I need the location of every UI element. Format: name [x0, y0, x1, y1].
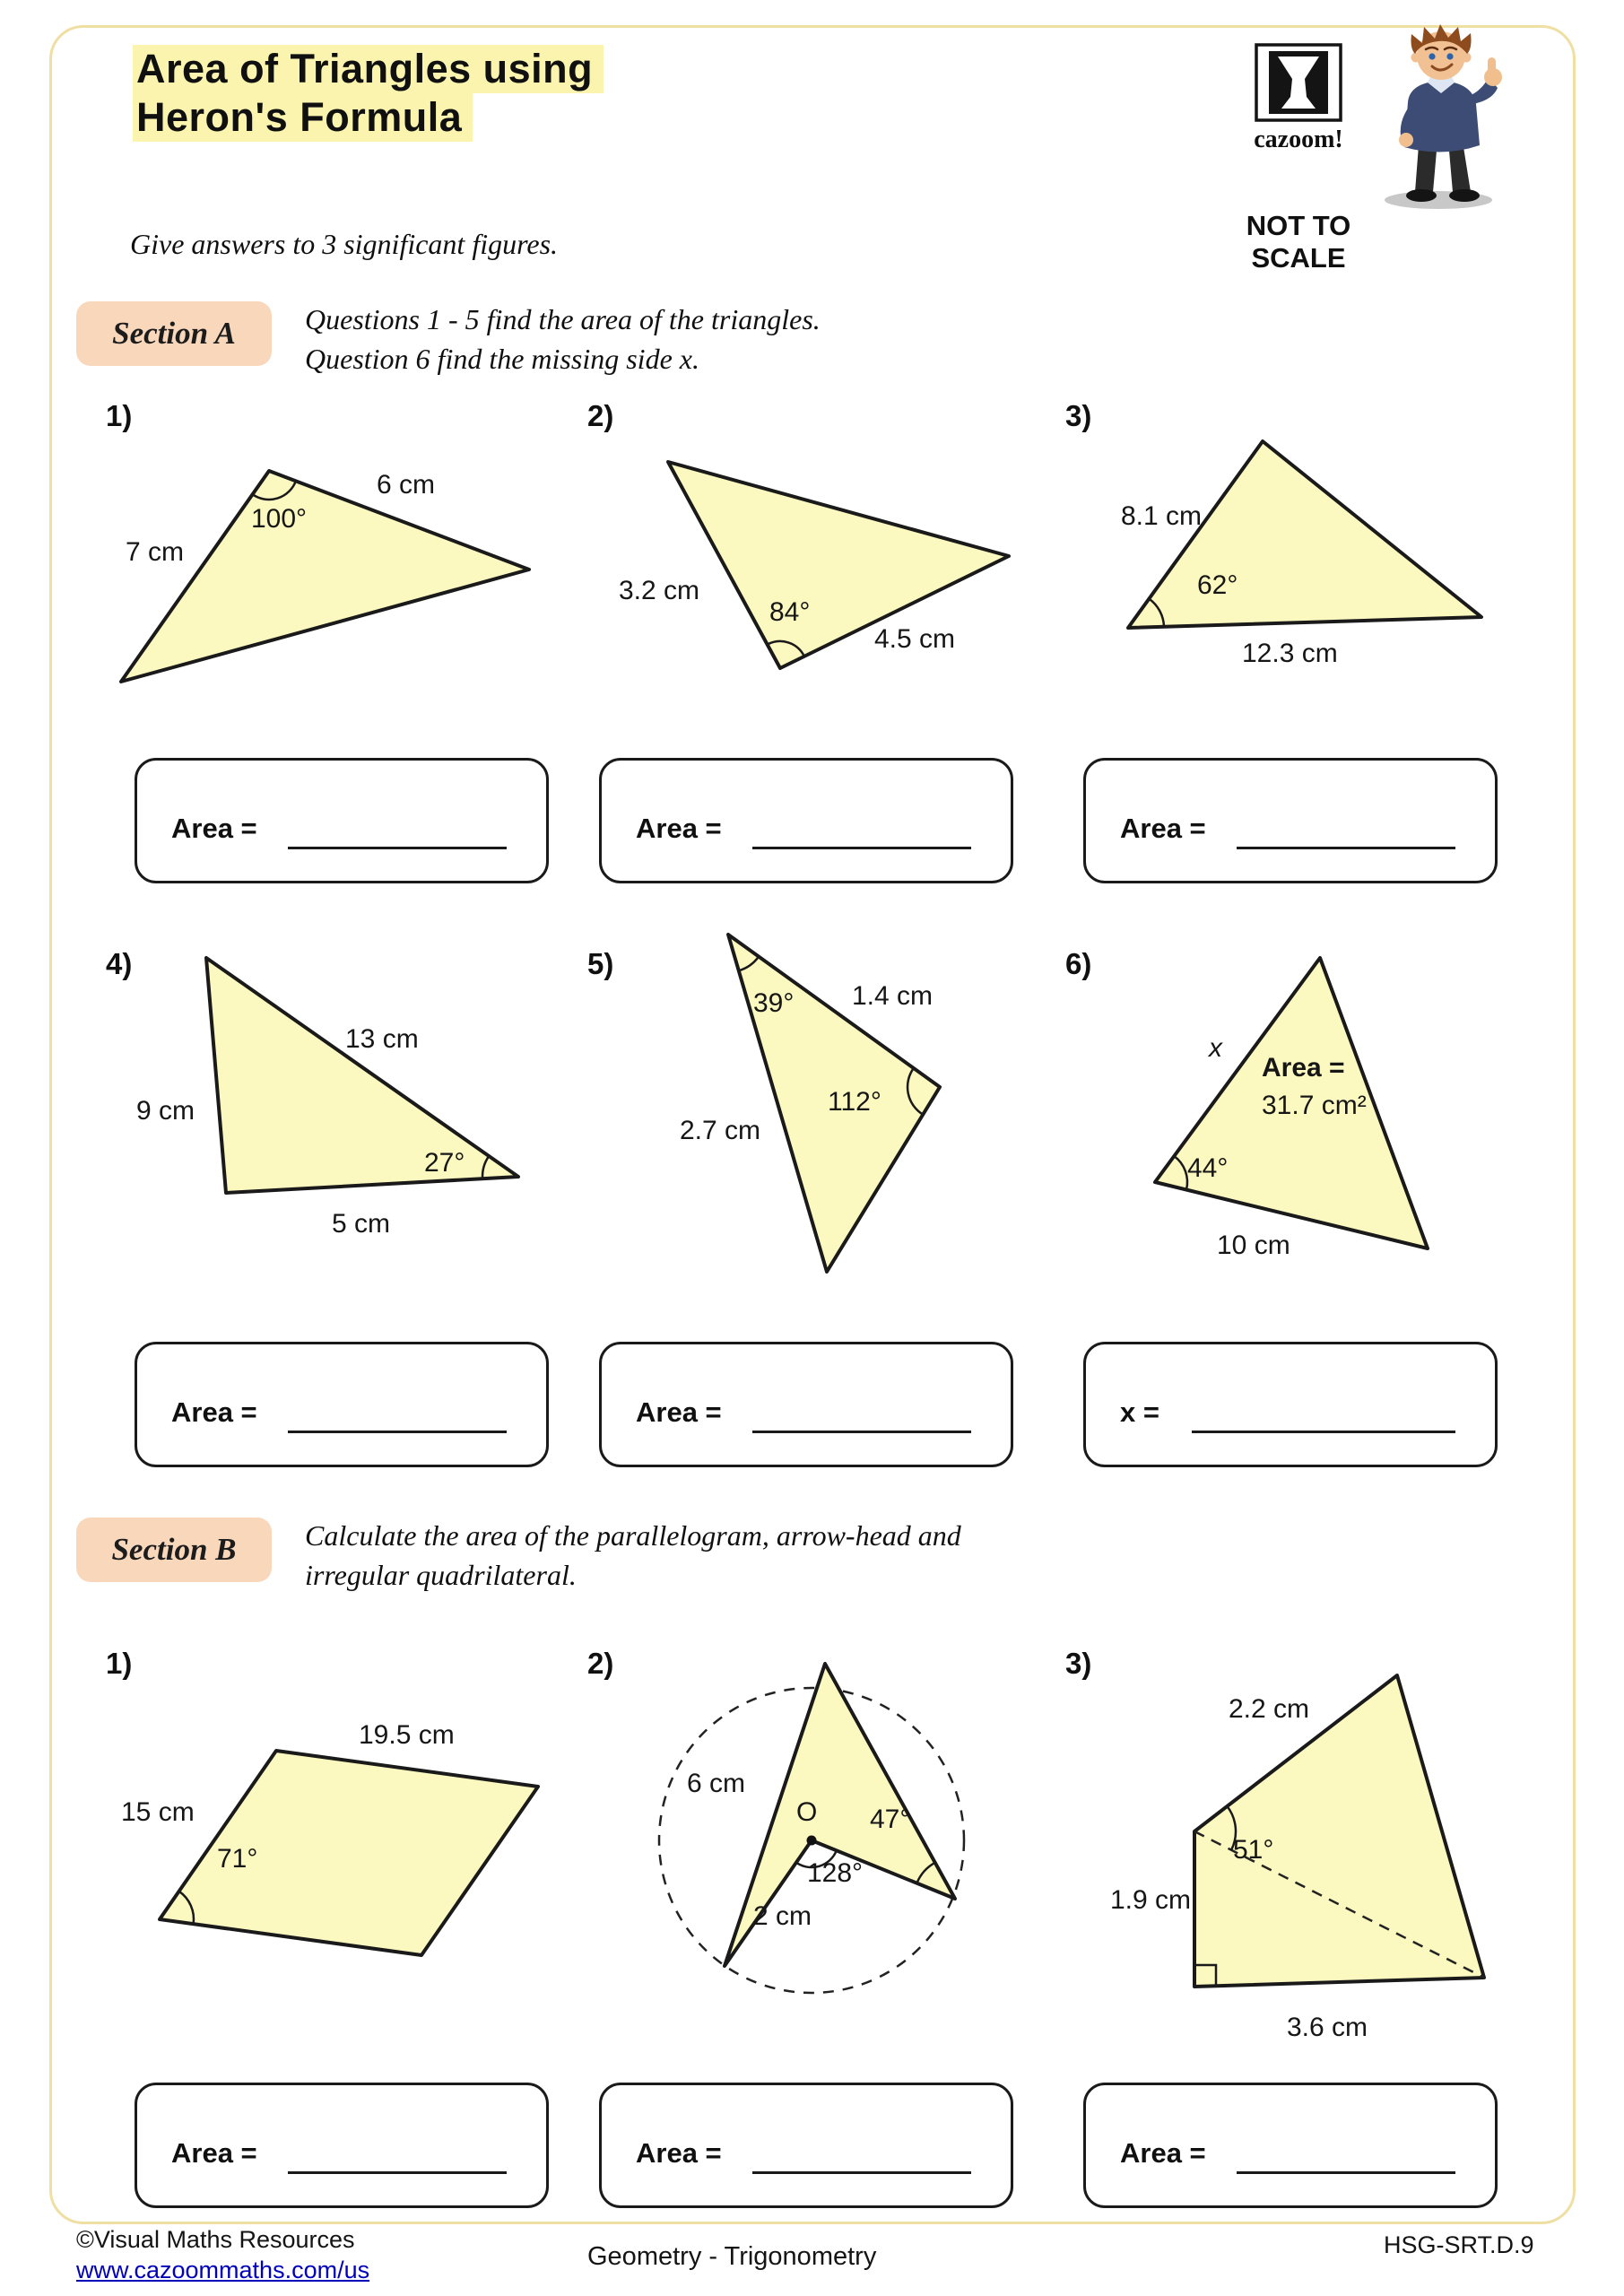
figure-b3-quadrilateral	[1099, 1650, 1542, 2049]
cazoom-logo	[1240, 43, 1357, 154]
answer-box-a5	[599, 1342, 1013, 1467]
side-label: 1.4 cm	[852, 981, 934, 1011]
triangle-shape	[121, 471, 529, 682]
answer-line[interactable]	[752, 847, 971, 849]
answer-label: Area =	[636, 813, 722, 844]
section-b-instruction-line-2: irregular quadrilateral.	[305, 1559, 577, 1591]
answer-label: Area =	[171, 2137, 257, 2169]
side-label: 9 cm	[136, 1096, 195, 1126]
section-a-instruction-line-2: Question 6 find the missing side x.	[305, 343, 699, 375]
side-label: 12.3 cm	[1242, 639, 1338, 668]
not-to-scale-line-2: SCALE	[1251, 242, 1346, 274]
side-label: 7 cm	[126, 537, 185, 567]
answer-box-b1	[135, 2083, 549, 2208]
mascot-boy-illustration	[1356, 23, 1535, 212]
answer-label: Area =	[1120, 813, 1206, 844]
angle-label: 100°	[251, 504, 308, 534]
side-label: 2.7 cm	[680, 1116, 761, 1145]
angle-label: 71°	[217, 1844, 258, 1874]
answer-line[interactable]	[752, 1431, 971, 1433]
section-a-instructions	[305, 300, 821, 378]
question-number-b2: 2)	[587, 1647, 614, 1680]
triangle-shape	[1128, 441, 1481, 628]
side-label: 19.5 cm	[359, 1720, 455, 1750]
section-a-instruction-line-1: Questions 1 - 5 find the area of the triangles.	[305, 303, 821, 335]
answer-line[interactable]	[752, 2171, 971, 2174]
angle-label: 112°	[828, 1087, 881, 1117]
area-label: Area =	[1262, 1053, 1345, 1083]
answer-box-b3	[1083, 2083, 1498, 2208]
angle-label: 62°	[1197, 570, 1238, 600]
cazoom-logo-text: cazoom!	[1254, 126, 1343, 153]
side-label: 15 cm	[121, 1797, 195, 1827]
figure-a4-triangle	[126, 942, 574, 1247]
copyright-text: ©Visual Maths Resources	[76, 2226, 355, 2253]
side-label: 1.9 cm	[1110, 1885, 1192, 1915]
area-value: 31.7 cm²	[1262, 1091, 1367, 1120]
cazoom-logo-icon	[1255, 43, 1342, 122]
standard-code: HSG-SRT.D.9	[1384, 2231, 1534, 2258]
answer-box-a3	[1083, 758, 1498, 883]
general-instruction: Give answers to 3 significant figures.	[130, 228, 559, 260]
angle-label: 51°	[1233, 1835, 1274, 1865]
answer-box-a4	[135, 1342, 549, 1467]
question-number-a6: 6)	[1065, 947, 1092, 980]
answer-box-b2	[599, 2083, 1013, 2208]
answer-line[interactable]	[1192, 1431, 1455, 1433]
triangle-shape	[668, 462, 1009, 668]
angle-label: 39°	[753, 988, 795, 1018]
side-label: 10 cm	[1217, 1231, 1290, 1260]
question-number-a5: 5)	[587, 947, 614, 980]
side-label: 4.5 cm	[874, 624, 956, 654]
side-label: 2.2 cm	[1229, 1694, 1310, 1724]
angle-label: 44°	[1187, 1153, 1229, 1183]
side-label: 6 cm	[687, 1769, 746, 1798]
question-number-a1: 1)	[106, 399, 133, 432]
website-link[interactable]: www.cazoommaths.com/us	[76, 2257, 370, 2283]
figure-b2-arrowhead	[655, 1650, 995, 2027]
answer-label: x =	[1120, 1396, 1159, 1428]
answer-label: Area =	[171, 813, 257, 844]
figure-a2-triangle	[574, 439, 1040, 709]
answer-label: Area =	[171, 1396, 257, 1428]
angle-label: 47°	[870, 1805, 911, 1834]
question-number-a2: 2)	[587, 399, 614, 432]
figure-b1-parallelogram	[108, 1686, 592, 1982]
unknown-side-label: x	[1209, 1033, 1222, 1063]
question-number-a3: 3)	[1065, 399, 1092, 432]
section-b-instruction-line-1: Calculate the area of the parallelogram, arrow-head and	[305, 1519, 961, 1552]
not-to-scale-line-1: NOT TO	[1246, 210, 1351, 241]
not-to-scale-note	[1227, 210, 1370, 274]
side-label: 3.6 cm	[1287, 2013, 1368, 2042]
side-label: 8.1 cm	[1121, 501, 1203, 531]
subject-label: Geometry - Trigonometry	[587, 2242, 877, 2271]
angle-label: 84°	[769, 597, 811, 627]
section-b-badge: Section B	[76, 1518, 272, 1582]
question-number-b1: 1)	[106, 1647, 133, 1680]
answer-line[interactable]	[1237, 847, 1455, 849]
answer-box-a6	[1083, 1342, 1498, 1467]
answer-line[interactable]	[288, 2171, 507, 2174]
figure-a5-triangle	[664, 924, 1040, 1300]
figure-a3-triangle	[1076, 422, 1560, 691]
answer-box-a2	[599, 758, 1013, 883]
side-label: 6 cm	[377, 470, 436, 500]
answer-line[interactable]	[288, 1431, 507, 1433]
title-line-1: Area of Triangles using	[133, 45, 604, 93]
radius-label: 2 cm	[753, 1901, 812, 1931]
figure-a6-triangle	[1112, 942, 1507, 1283]
triangle-shape	[206, 958, 518, 1193]
circle-center-dot	[807, 1836, 817, 1846]
side-label: 13 cm	[345, 1024, 419, 1054]
answer-line[interactable]	[288, 847, 507, 849]
question-number-b3: 3)	[1065, 1647, 1092, 1680]
worksheet-title	[133, 45, 604, 142]
angle-label: 27°	[424, 1148, 465, 1178]
section-a-badge: Section A	[76, 301, 272, 366]
side-label: 5 cm	[332, 1209, 391, 1239]
answer-line[interactable]	[1237, 2171, 1455, 2174]
answer-label: Area =	[636, 2137, 722, 2169]
answer-box-a1	[135, 758, 549, 883]
title-line-2: Heron's Formula	[133, 93, 473, 142]
question-number-a4: 4)	[106, 947, 133, 980]
section-b-instructions	[305, 1516, 961, 1595]
center-label: O	[796, 1797, 818, 1827]
answer-label: Area =	[1120, 2137, 1206, 2169]
side-label: 3.2 cm	[619, 576, 700, 605]
angle-label: 128°	[807, 1858, 864, 1888]
answer-label: Area =	[636, 1396, 722, 1428]
figure-a1-triangle	[81, 439, 583, 700]
